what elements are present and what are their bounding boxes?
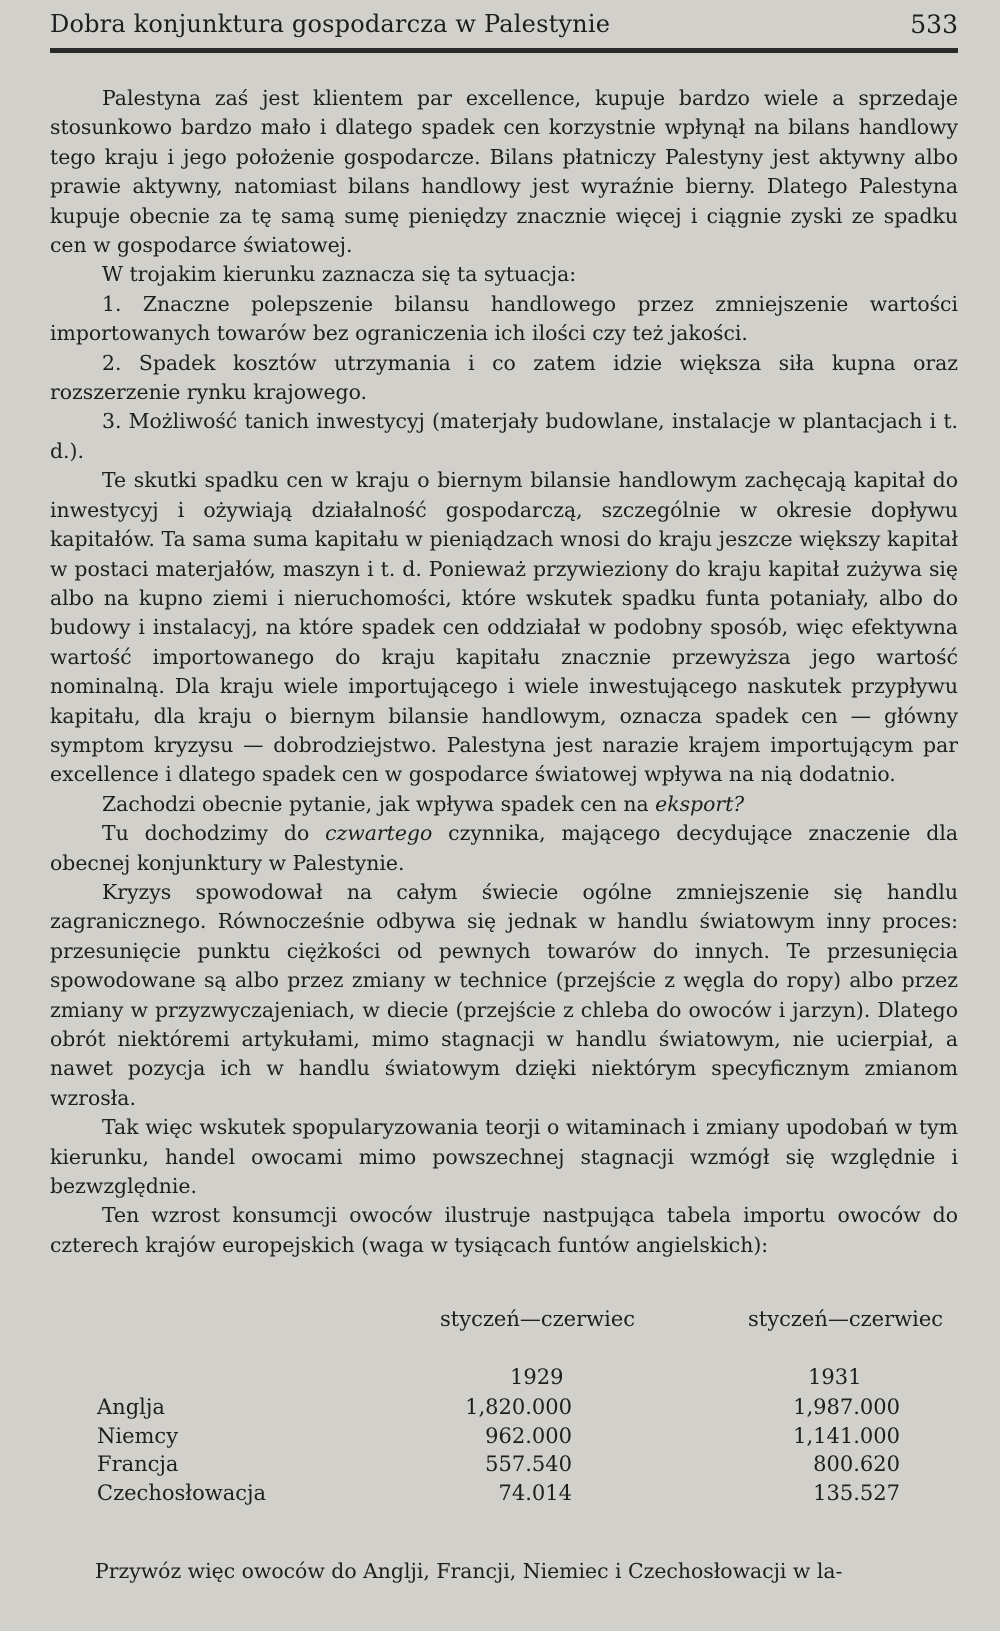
table-period-header <box>50 1305 958 1363</box>
question-paragraph <box>50 790 958 819</box>
paragraph: Kryzys spowodował na całym świecie ogólne zmniejszenie się handlu zagranicznego. Równocześnie odbywa się jednak w handlu światowym inny proces: przesunięcie punktu ciężkości od pewnych towarów do innych. Te przesunięcia spowodowane są albo przez zmiany w technice (przejście z węgla do ropy) albo przez zmiany w przyzwyczajeniach, w diecie (przejście z chleba do owoców i jarzyn). Dlatego obrót niektóremi artykułami, mimo stagnacji w handlu światowym, nie ucierpiał, a nawet pozycja ich w handlu światowym dzięki niektórym specyficznym zmianom wzrosła. <box>50 879 958 1110</box>
table-year-header <box>50 1363 958 1393</box>
paragraph: Tak więc wskutek spopularyzowania teorji o witaminach i zmiany upodobań w tym kierunku, handel owocami mimo powszechnej stagnacji wzmógł się względnie i bezwzględnie. <box>50 1115 958 1199</box>
period-1929-header: styczeń—czerwiec <box>440 1307 636 1331</box>
value-1931-cell: 800.620 <box>813 1452 900 1476</box>
paragraph: Ten wzrost konsumcji owoców ilustruje nastpująca tabela importu owoców do czterech krajów europejskich (waga w tysiącach funtów angielskich): <box>50 1203 958 1257</box>
value-1931-cell: 1,141.000 <box>793 1423 900 1448</box>
country-cell: Czechosłowacja <box>97 1480 267 1505</box>
period-1931-header: styczeń—czerwiec <box>748 1307 944 1331</box>
fourth-factor-before: Tu dochodzimy do <box>102 821 326 846</box>
list-item: 1. Znaczne polepszenie bilansu handlowego przez zmniejszenie wartości importowanych towarów bez ograniczenia ich ilości czy też jakości. <box>50 291 958 346</box>
value-1931-cell: 135.527 <box>813 1480 900 1505</box>
country-cell: Francja <box>97 1452 179 1476</box>
paragraph: W trojakim kierunku zaznacza się ta sytuacja: <box>102 262 577 287</box>
question-text: Zachodzi obecnie pytanie, jak wpływa spadek cen na <box>102 791 656 816</box>
closing-line: Przywóz więc owoców do Anglji, Francji, Niemiec i Czechosłowacji w la- <box>95 1559 843 1584</box>
country-cell: Niemcy <box>97 1423 179 1448</box>
value-1929-cell: 962.000 <box>485 1423 572 1448</box>
table-row <box>50 1450 958 1479</box>
country-cell: Anglja <box>97 1395 165 1419</box>
running-head-title: Dobra konjunktura gospodarcza w Palestynie <box>50 10 611 38</box>
paragraph: Palestyna zaś jest klientem par excellence, kupuje bardzo wiele a sprzedaje stosunkowo bardzo mało i dlatego spadek cen korzystnie wpłynął na bilans handlowy tego kraju i jego położenie gospodarcze. Bilans płatniczy Palestyny jest aktywny albo prawie aktywny, natomiast bilans handlowy jest wyraźnie bierny. Dlatego Palestyna kupuje obecnie za tę samą sumę pieniędzy znacznie więcej i ciągnie zyski ze spadku cen w gospodarce światowej. <box>50 86 958 258</box>
fourth-factor-emphasis: czwartego <box>325 821 433 846</box>
value-1929-cell: 1,820.000 <box>465 1395 572 1419</box>
paragraph: Te skutki spadku cen w kraju o biernym bilansie handlowym zachęcają kapitał do inwestycyj i ożywiają działalność gospodarczą, szczególnie w okresie dopływu kapitałów. Ta sama suma kapitału w pieniądzach wnosi do kraju jeszcze większy kapitał w postaci materjałów, maszyn i t. d. Ponieważ przywieziony do kraju kapitał zużywa się albo na kupno ziemi i nieruchomości, które wskutek spadku funta potaniały, albo do budowy i instalacyj, na które spadek cen oddziałał w podobny sposób, więc efektywna wartość importowanego do kraju kapitału znacznie przewyższa jego wartość nominalną. Dla kraju wiele importującego i wiele inwestującego naskutek przypływu kapitału, dla kraju o biernym bilansie handlowym, oznacza spadek cen — główny symptom kryzysu — dobrodziejstwo. Palestyna jest narazie krajem importującym par excellence i dlatego spadek cen w gospodarce światowej wpływa na nią dodatnio. <box>50 468 958 787</box>
table-row <box>50 1393 958 1422</box>
list-item: 2. Spadek kosztów utrzymania i co zatem idzie większa siła kupna oraz rozszerzenie rynku krajowego. <box>50 350 958 405</box>
body-text <box>50 84 958 1260</box>
page-number: 533 <box>910 10 958 39</box>
year-1929-header: 1929 <box>510 1365 564 1389</box>
question-emphasis: eksport? <box>655 791 745 816</box>
fourth-factor-after: czynnika, mającego decydujące znaczenie dla obecnej konjunktury w Palestynie. <box>50 821 958 875</box>
fruit-import-table <box>50 1305 958 1507</box>
table-row <box>50 1422 958 1451</box>
running-head <box>50 8 958 53</box>
table-row <box>50 1479 958 1508</box>
fourth-factor-paragraph <box>50 819 958 878</box>
value-1929-cell: 74.014 <box>498 1480 572 1505</box>
value-1931-cell: 1,987.000 <box>793 1395 900 1419</box>
value-1929-cell: 557.540 <box>485 1452 572 1476</box>
list-item: 3. Możliwość tanich inwestycyj (materjały budowlane, instalacje w plantacjach i t. d.). <box>50 409 958 463</box>
year-1931-header: 1931 <box>808 1365 862 1389</box>
